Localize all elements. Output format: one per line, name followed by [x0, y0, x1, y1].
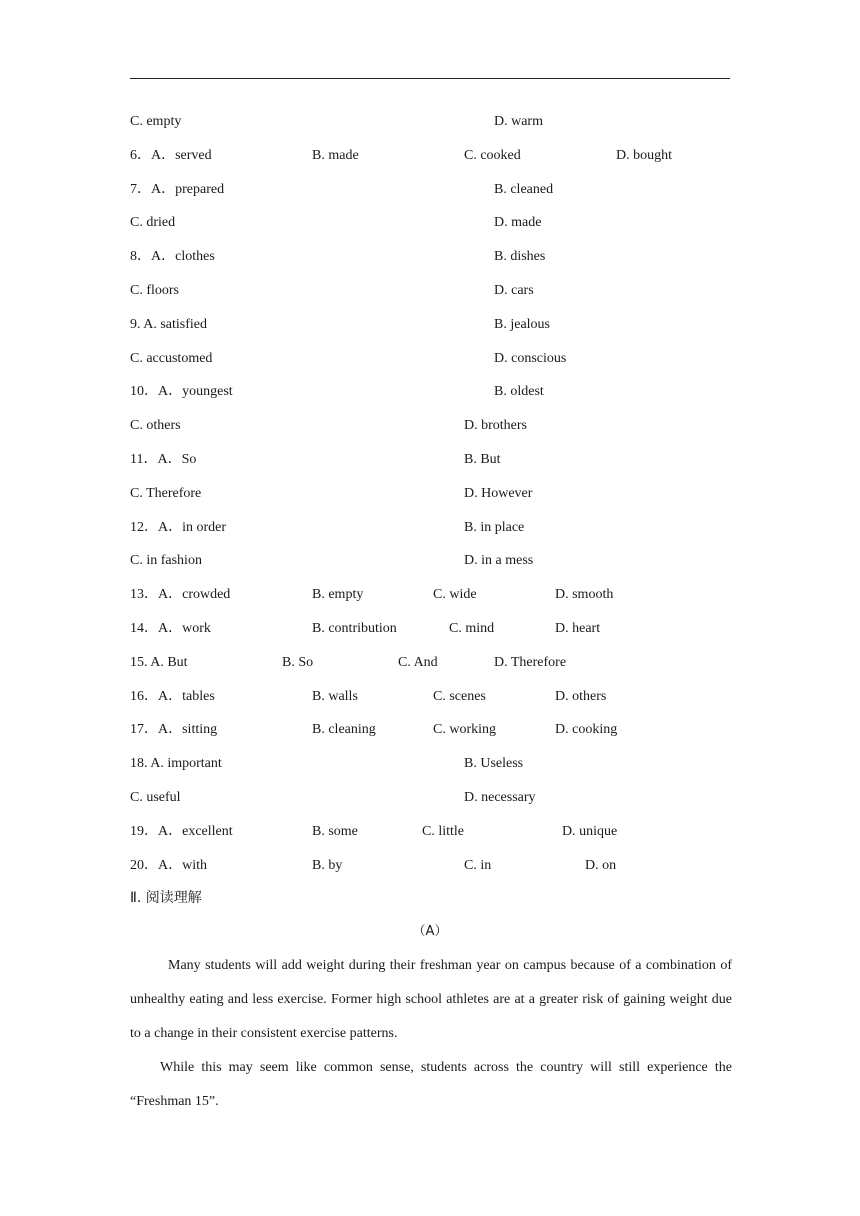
option-choice: B. walls: [312, 688, 358, 704]
option-choice: 16．A．tables: [130, 688, 215, 704]
option-choice: 18. A. important: [130, 756, 222, 772]
option-choice: C. working: [433, 722, 496, 738]
option-choice: C. cooked: [464, 147, 521, 163]
option-choice: C. And: [398, 654, 438, 670]
option-choice: C. empty: [130, 114, 182, 129]
option-choice: 8．A．clothes: [130, 249, 215, 265]
option-row: [0, 822, 860, 842]
option-row: [0, 687, 860, 707]
option-row: [0, 720, 860, 740]
option-choice: D. unique: [562, 823, 618, 839]
option-choice: 15. A. But: [130, 654, 188, 670]
option-choice: D. conscious: [494, 350, 567, 366]
option-choice: C. in: [464, 857, 492, 873]
option-row: [0, 585, 860, 605]
option-choice: C. floors: [130, 283, 179, 298]
option-choice: B. some: [312, 823, 358, 839]
option-choice: D. necessary: [464, 790, 536, 805]
option-row: [0, 112, 860, 132]
option-row: [0, 416, 860, 436]
option-row: [0, 315, 860, 335]
header-rule: [130, 78, 730, 79]
option-choice: 19．A．excellent: [130, 823, 233, 839]
option-choice: B. But: [464, 452, 501, 467]
option-choice: C. scenes: [433, 688, 486, 704]
option-choice: 12．A．in order: [130, 519, 227, 535]
option-choice: C. little: [422, 823, 464, 839]
section-title: Ⅱ. 阅读理解: [130, 890, 202, 906]
option-choice: D. made: [494, 215, 542, 231]
option-choice: D. warm: [494, 114, 543, 129]
option-choice: D. cars: [494, 283, 534, 298]
paragraph-2: While this may seem like common sense, students across the country will still experience the “Freshman 15”.: [130, 1060, 732, 1109]
option-choice: 10．A．youngest: [130, 384, 233, 400]
option-choice: 11．A．So: [130, 452, 197, 467]
option-choice: D. Therefore: [494, 654, 567, 670]
option-choice: B. empty: [312, 587, 364, 603]
option-choice: C. Therefore: [130, 485, 202, 501]
option-row: [0, 180, 860, 200]
option-choice: D. bought: [616, 147, 672, 163]
option-choice: B. cleaning: [312, 722, 376, 738]
option-choice: D. heart: [555, 621, 601, 636]
option-choice: D. cooking: [555, 722, 618, 738]
option-row: [0, 450, 860, 470]
option-choice: 6．A．served: [130, 147, 212, 163]
option-choice: 13．A．crowded: [130, 587, 231, 603]
option-row: [0, 653, 860, 673]
option-row: [0, 281, 860, 301]
option-choice: B. oldest: [494, 384, 544, 400]
option-row: [0, 551, 860, 571]
option-row: [0, 619, 860, 639]
option-row: [0, 754, 860, 774]
option-choice: B. in place: [464, 519, 525, 535]
paragraph-1: Many students will add weight during their freshman year on campus because of a combination of unhealthy eating and less exercise. Former high school athletes are at a greater risk of gaining weight due to a change in their consistent exercise patterns.: [130, 958, 732, 1041]
option-choice: B. contribution: [312, 621, 397, 636]
option-choice: C. others: [130, 418, 181, 434]
option-choice: C. in fashion: [130, 553, 202, 569]
option-row: [0, 349, 860, 369]
option-choice: B. Useless: [464, 756, 524, 772]
option-row: [0, 213, 860, 233]
option-choice: B. by: [312, 857, 343, 873]
option-choice: D. on: [585, 857, 617, 873]
option-choice: B. jealous: [494, 316, 550, 332]
option-row: [0, 518, 860, 538]
option-choice: 7．A．prepared: [130, 181, 225, 197]
option-choice: C. useful: [130, 790, 181, 805]
option-choice: D. in a mess: [464, 553, 534, 569]
option-row: [0, 484, 860, 504]
option-choice: C. dried: [130, 215, 176, 231]
option-row: [0, 788, 860, 808]
option-choice: B. So: [282, 654, 314, 670]
option-choice: B. made: [312, 147, 359, 163]
option-choice: D. brothers: [464, 418, 527, 434]
option-choice: 14．A．work: [130, 621, 211, 636]
option-row: [0, 146, 860, 166]
passage-label: （A）: [412, 924, 448, 939]
option-choice: B. cleaned: [494, 181, 554, 197]
option-row: [0, 856, 860, 876]
option-choice: D. others: [555, 688, 607, 704]
option-choice: 20．A．with: [130, 857, 207, 873]
option-choice: D. smooth: [555, 587, 614, 603]
option-choice: D. However: [464, 485, 533, 501]
option-choice: C. wide: [433, 587, 477, 603]
option-choice: 9. A. satisfied: [130, 316, 207, 332]
option-choice: 17．A．sitting: [130, 722, 218, 738]
option-choice: C. mind: [449, 621, 495, 636]
option-row: [0, 247, 860, 267]
option-row: [0, 382, 860, 402]
option-choice: B. dishes: [494, 249, 546, 265]
option-choice: C. accustomed: [130, 350, 213, 366]
